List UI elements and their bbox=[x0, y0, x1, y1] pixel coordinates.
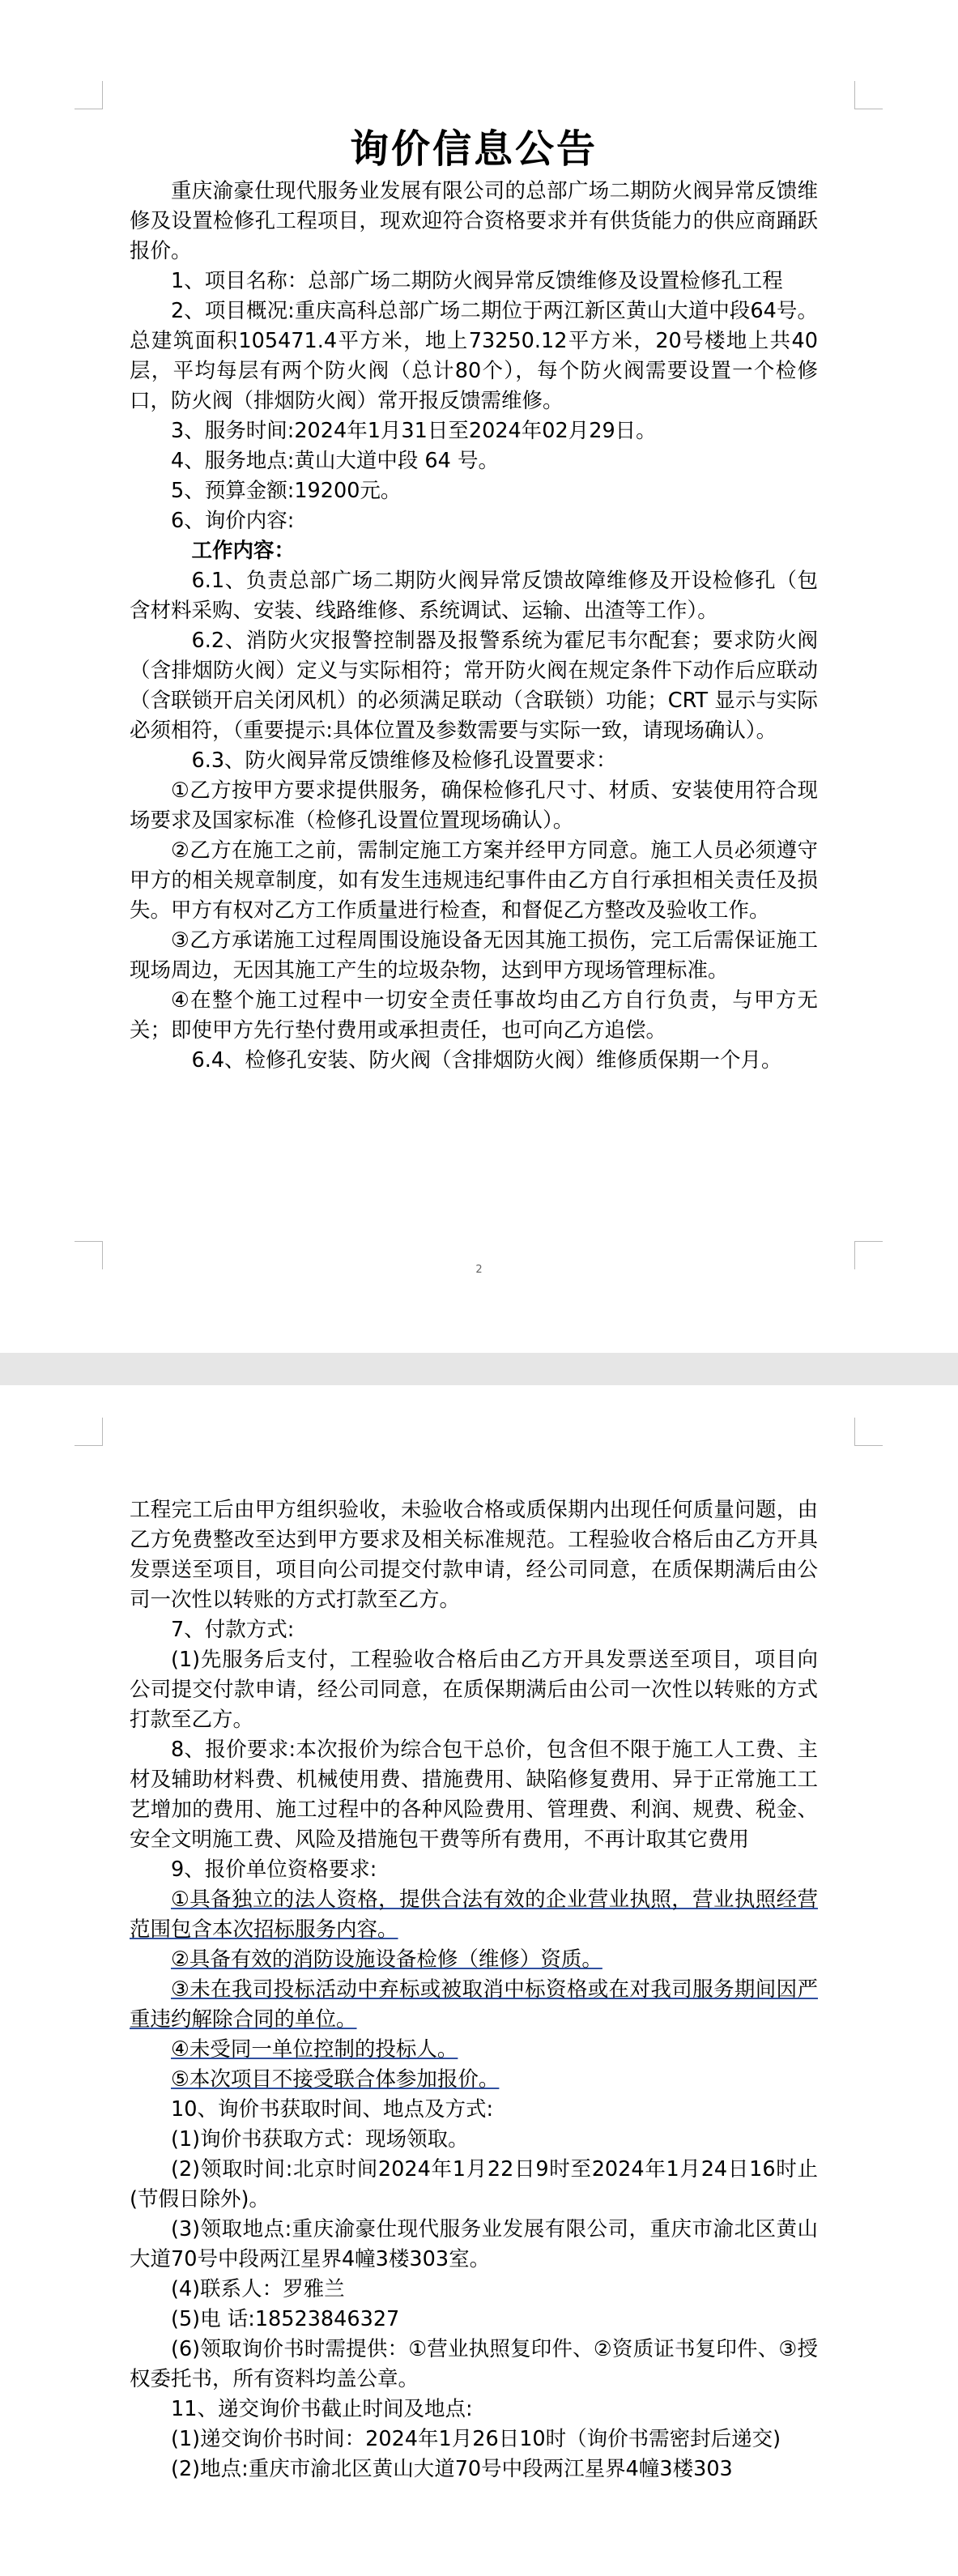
page-corner-mark bbox=[854, 81, 883, 109]
requirement-1: ①乙方按甲方要求提供服务，确保检修孔尺寸、材质、安装使用符合现场要求及国家标准（检修孔设置位置现场确认）。 bbox=[130, 778, 818, 833]
item-project-name: 1、项目名称：总部广场二期防火阀异常反馈维修及设置检修孔工程 bbox=[171, 269, 783, 293]
item-6-1: 6.1、负责总部广场二期防火阀异常反馈故障维修及开设检修孔（包含材料采购、安装、线路维修、系统调试、运输、出渣等工作）。 bbox=[130, 569, 818, 623]
requirement-2: ②乙方在施工之前，需制定施工方案并经甲方同意。施工人员必须遵守甲方的相关规章制度，如有发生违规违纪事件由乙方自行承担相关责任及损失。甲方有权对乙方工作质量进行检查，和督促乙方整改及验收工作。 bbox=[130, 838, 818, 923]
intro-paragraph: 重庆渝豪仕现代服务业发展有限公司的总部广场二期防火阀异常反馈维修及设置检修孔工程项目，现欢迎符合资格要求并有供货能力的供应商踊跃报价。 bbox=[130, 179, 818, 263]
item-obtain-inquiry: 10、询价书获取时间、地点及方式: bbox=[171, 2097, 494, 2122]
required-documents: (6)领取询价书时需提供：①营业执照复印件、②资质证书复印件、③授权委托书，所有资料均盖公章。 bbox=[130, 2337, 818, 2391]
qualification-5: ⑤本次项目不接受联合体参加报价。 bbox=[171, 2067, 500, 2092]
page-2-body bbox=[130, 1495, 818, 2484]
qualification-3: ③未在我司投标活动中弃标或被取消中标资格或在对我司服务期间因严重违约解除合同的单位。 bbox=[130, 1977, 818, 2032]
page-corner-mark bbox=[854, 1418, 883, 1446]
document-title: 询价信息公告 bbox=[349, 126, 598, 172]
requirement-4: ④在整个施工过程中一切安全责任事故均由乙方自行负责，与甲方无关；即使甲方先行垫付费用或承担责任，也可向乙方追偿。 bbox=[130, 988, 818, 1043]
item-6-3: 6.3、防火阀异常反馈维修及检修孔设置要求： bbox=[191, 748, 617, 773]
continued-paragraph: 工程完工后由甲方组织验收，未验收合格或质保期内出现任何质量问题，由乙方免费整改至达到甲方要求及相关标准规范。工程验收合格后由乙方开具发票送至项目，项目向公司提交付款申请，经公司同意，在质保期满后由公司一次性以转账的方式打款至乙方。 bbox=[130, 1498, 818, 1612]
item-service-location: 4、服务地点:黄山大道中段 64 号。 bbox=[171, 449, 499, 473]
item-qualification: 9、报价单位资格要求: bbox=[171, 1857, 377, 1882]
page-1-body bbox=[130, 122, 818, 1076]
page-number: 2 bbox=[475, 1264, 483, 1276]
qualification-1: ①具备独立的法人资格，提供合法有效的企业营业执照，营业执照经营范围包含本次招标服务内容。 bbox=[130, 1887, 818, 1942]
payment-detail: (1)先服务后支付，工程验收合格后由乙方开具发票送至项目，项目向公司提交付款申请，经公司同意，在质保期满后由公司一次性以转账的方式打款至乙方。 bbox=[130, 1648, 818, 1732]
item-service-time: 3、服务时间:2024年1月31日至2024年02月29日。 bbox=[171, 419, 657, 443]
submission-time: (1)递交询价书时间：2024年1月26日10时（询价书需密封后递交) bbox=[171, 2427, 781, 2451]
item-project-overview: 2、项目概况:重庆高科总部广场二期位于两江新区黄山大道中段64号。总建筑面积105471.4平方米，地上73250.12平方米，20号楼地上共40层，平均每层有两个防火阀（总计80个），每个防火阀需要设置一个检修口，防火阀（排烟防火阀）常开报反馈需维修。 bbox=[130, 299, 818, 413]
item-6-2: 6.2、消防火灾报警控制器及报警系统为霍尼韦尔配套；要求防火阀（含排烟防火阀）定义与实际相符；常开防火阀在规定条件下动作后应联动（含联锁开启关闭风机）的必须满足联动（含联锁）功能；CRT 显示与实际必须相符，（重要提示:具体位置及参数需要与实际一致，请现场确认）。 bbox=[130, 629, 818, 743]
submission-location: (2)地点:重庆市渝北区黄山大道70号中段两江星界4幢3楼303 bbox=[171, 2457, 733, 2481]
obtain-time: (2)领取时间:北京时间2024年1月22日9时至2024年1月24日16时止(节假日除外)。 bbox=[130, 2157, 818, 2211]
page-corner-mark bbox=[75, 1418, 103, 1446]
qualification-2: ②具备有效的消防设施设备检修（维修）资质。 bbox=[171, 1947, 602, 1972]
contact-person: (4)联系人：罗雅兰 bbox=[171, 2277, 345, 2301]
item-budget: 5、预算金额:19200元。 bbox=[171, 479, 402, 503]
item-submission-deadline: 11、递交询价书截止时间及地点: bbox=[171, 2397, 473, 2421]
page-corner-mark bbox=[75, 81, 103, 109]
qualification-4: ④未受同一单位控制的投标人。 bbox=[171, 2037, 458, 2062]
obtain-method: (1)询价书获取方式：现场领取。 bbox=[171, 2127, 469, 2152]
item-inquiry-content: 6、询价内容: bbox=[171, 509, 295, 533]
requirement-3: ③乙方承诺施工过程周围设施设备无因其施工损伤，完工后需保证施工现场周边，无因其施工产生的垃圾杂物，达到甲方现场管理标准。 bbox=[130, 928, 818, 983]
item-quote-requirements: 8、报价要求:本次报价为综合包干总价，包含但不限于施工人工费、主材及辅助材料费、机械使用费、措施费用、缺陷修复费用、异于正常施工工艺增加的费用、施工过程中的各种风险费用、管理费、利润、规费、税金、安全文明施工费、风险及措施包干费等所有费用，不再计取其它费用 bbox=[130, 1738, 818, 1852]
obtain-location: (3)领取地点:重庆渝豪仕现代服务业发展有限公司，重庆市渝北区黄山大道70号中段两江星界4幢3楼303室。 bbox=[130, 2217, 818, 2271]
contact-phone: (5)电 话:18523846327 bbox=[171, 2307, 400, 2331]
item-payment-method: 7、付款方式: bbox=[171, 1618, 295, 1642]
work-content-heading: 工作内容： bbox=[191, 539, 296, 563]
document-page-2 bbox=[0, 1385, 958, 2576]
item-6-4: 6.4、检修孔安装、防火阀（含排烟防火阀）维修质保期一个月。 bbox=[191, 1048, 782, 1073]
